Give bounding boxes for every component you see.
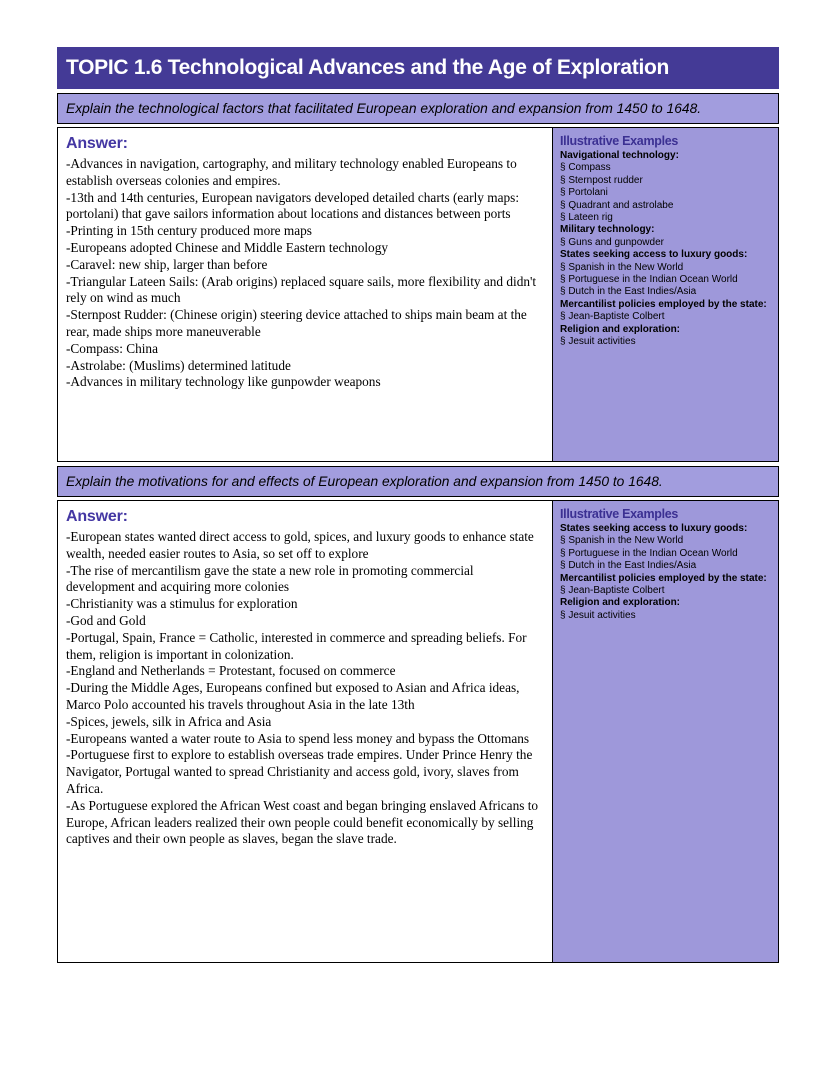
answer-line: -England and Netherlands = Protestant, focused on commerce	[66, 663, 396, 679]
prompt-band	[57, 466, 779, 497]
example-item: § Guns and gunpowder	[560, 236, 664, 248]
examples-heading: Illustrative Examples	[560, 134, 679, 148]
answer-line: -Spices, jewels, silk in Africa and Asia	[66, 713, 272, 729]
sections	[57, 93, 779, 963]
section-columns	[57, 500, 779, 963]
example-group-label: States seeking access to luxury goods:	[560, 249, 748, 261]
topic-section	[57, 93, 779, 462]
example-item: § Jesuit activities	[560, 336, 636, 348]
prompt-text: Explain the motivations for and effects of European exploration and expansion from 1450 to 1648.	[66, 474, 663, 489]
answer-line: -Compass: China	[66, 340, 158, 356]
example-item: § Sternpost rudder	[560, 174, 643, 186]
document-page	[57, 47, 779, 967]
prompt-text: Explain the technological factors that facilitated European exploration and expansion from 1450 to 1648.	[66, 101, 702, 116]
answer-heading: Answer:	[66, 135, 128, 152]
answer-line: -Portugal, Spain, France = Catholic, interested in commerce and spreading beliefs. For them, religion is important in colonization.	[66, 629, 527, 662]
answer-line: -Caravel: new ship, larger than before	[66, 256, 268, 272]
topic-title: TOPIC 1.6 Technological Advances and the Age of Exploration	[66, 56, 670, 79]
examples-column	[552, 128, 778, 461]
topic-header	[57, 47, 779, 89]
answer-line: -As Portuguese explored the African West coast and began bringing enslaved Africans to Europe, African leaders realized their own people could benefit economically by selling captives and their own people as slaves, began the slave trade.	[66, 797, 539, 847]
examples-list	[560, 523, 772, 622]
example-group-label: Navigational technology:	[560, 150, 679, 161]
example-item: § Spanish in the New World	[560, 535, 684, 547]
example-item: § Spanish in the New World	[560, 261, 684, 273]
example-group-label: Mercantilist policies employed by the state:	[560, 572, 767, 584]
examples-column	[552, 501, 778, 962]
answer-line: -Printing in 15th century produced more maps	[66, 223, 312, 239]
example-item: § Lateen rig	[560, 212, 613, 224]
answer-line: -Sternpost Rudder: (Chinese origin) steering device attached to ships main beam at the rear, made ships more maneuverable	[66, 307, 527, 339]
answer-line: -Portuguese first to explore to establish overseas trade empires. Under Prince Henry the Navigator, Portugal wanted to spread Christianity and access gold, ivory, slaves from Africa.	[66, 747, 533, 796]
example-item: § Portuguese in the Indian Ocean World	[560, 274, 738, 286]
answer-line: -European states wanted direct access to gold, spices, and luxury goods to enhance state wealth, needed easier routes to Asia, so set off to explore	[66, 529, 534, 561]
answer-line: -13th and 14th centuries, European navigators developed detailed charts (early maps: portolani) that gave sailors information about locations and distances between ports	[66, 189, 520, 222]
example-item: § Portuguese in the Indian Ocean World	[560, 547, 738, 559]
examples-heading: Illustrative Examples	[560, 507, 679, 521]
example-group-label: Military technology:	[560, 224, 655, 236]
example-item: § Compass	[560, 162, 611, 174]
section-columns	[57, 127, 779, 462]
answer-column	[58, 128, 552, 461]
answer-body	[66, 529, 540, 848]
answer-line: -The rise of mercantilism gave the state a new role in promoting commercial development and acquiring more colonies	[66, 562, 474, 595]
example-item: § Quadrant and astrolabe	[560, 199, 674, 211]
example-item: § Jesuit activities	[560, 609, 636, 621]
answer-line: -Europeans adopted Chinese and Middle Eastern technology	[66, 239, 388, 255]
prompt-band	[57, 93, 779, 124]
answer-line: -God and Gold	[66, 612, 146, 628]
answer-heading: Answer:	[66, 508, 128, 525]
topic-section	[57, 466, 779, 963]
examples-list	[560, 150, 772, 349]
example-group-label: Religion and exploration:	[560, 323, 681, 335]
answer-line: -Europeans wanted a water route to Asia to spend less money and bypass the Ottomans	[66, 730, 530, 746]
answer-line: -During the Middle Ages, Europeans confined but exposed to Asian and Africa ideas, Marco Polo accounted his travels throughout Asia in the late 13th	[66, 680, 520, 712]
example-group-label: Religion and exploration:	[560, 597, 681, 609]
example-group-label: Mercantilist policies employed by the state:	[560, 298, 767, 310]
example-item: § Jean-Baptiste Colbert	[560, 585, 665, 597]
example-group-label: States seeking access to luxury goods:	[560, 523, 748, 534]
example-item: § Dutch in the East Indies/Asia	[560, 286, 697, 298]
answer-line: -Astrolabe: (Muslims) determined latitude	[66, 357, 291, 373]
answer-line: -Advances in military technology like gunpowder weapons	[66, 374, 381, 390]
answer-body	[66, 156, 540, 391]
example-item: § Portolani	[560, 187, 608, 199]
answer-line: -Advances in navigation, cartography, and military technology enabled Europeans to establish overseas colonies and empires.	[66, 156, 517, 188]
example-item: § Dutch in the East Indies/Asia	[560, 560, 697, 572]
example-item: § Jean-Baptiste Colbert	[560, 311, 665, 323]
answer-column	[58, 501, 552, 962]
answer-line: -Christianity was a stimulus for exploration	[66, 596, 298, 612]
answer-line: -Triangular Lateen Sails: (Arab origins) replaced square sails, more flexibility and didn't rely on wind as much	[66, 273, 537, 306]
